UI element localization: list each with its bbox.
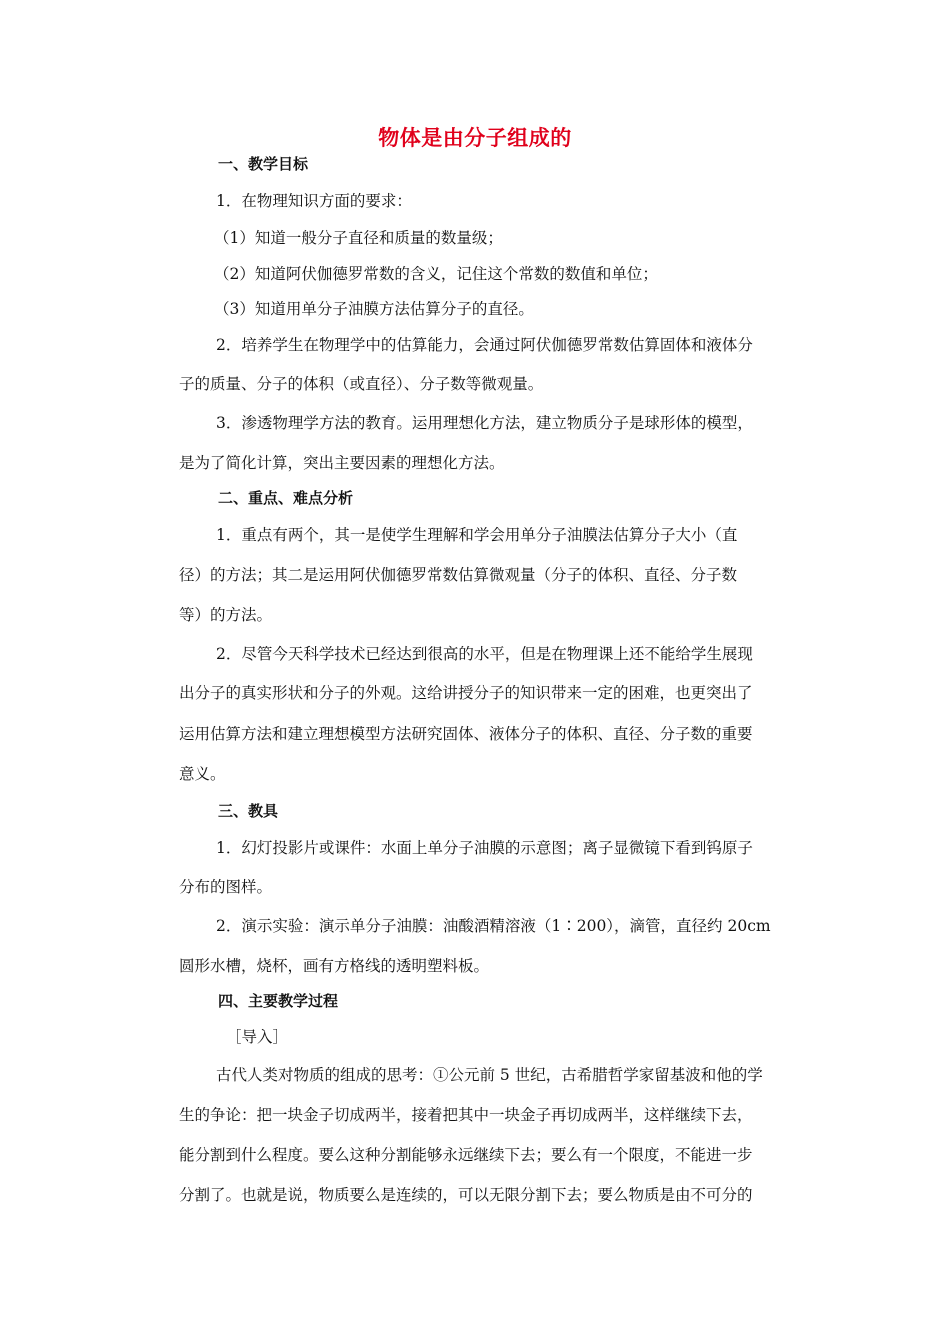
paragraph-line: 能分割到什么程度。要么这种分割能够永远继续下去；要么有一个限度，不能进一步 xyxy=(179,1146,753,1164)
section-heading-process: 四、主要教学过程 xyxy=(218,992,339,1010)
paragraph-line: 2．演示实验：演示单分子油膜：油酸酒精溶液（1∶200），滴管，直径约 20cm xyxy=(216,917,771,935)
paragraph-line: 出分子的真实形状和分子的外观。这给讲授分子的知识带来一定的困难，也更突出了 xyxy=(179,684,753,702)
paragraph-line: 3．渗透物理学方法的教育。运用理想化方法，建立物质分子是球形体的模型， xyxy=(216,414,753,432)
paragraph-line: 生的争论：把一块金子切成两半，接着把其中一块金子再切成两半，这样继续下去， xyxy=(179,1106,753,1124)
paragraph-line: 1．幻灯投影片或课件：水面上单分子油膜的示意图；离子显微镜下看到钨原子 xyxy=(216,839,753,857)
paragraph-line: 2．培养学生在物理学中的估算能力，会通过阿伏伽德罗常数估算固体和液体分 xyxy=(216,336,753,354)
section-heading-teaching-aids: 三、教具 xyxy=(218,802,279,820)
paragraph-line: 径）的方法；其二是运用阿伏伽德罗常数估算微观量（分子的体积、直径、分子数 xyxy=(179,566,738,584)
paragraph-line: 2．尽管今天科学技术已经达到很高的水平，但是在物理课上还不能给学生展现 xyxy=(216,645,753,663)
paragraph-line: 意义。 xyxy=(179,765,226,783)
paragraph-line: 分布的图样。 xyxy=(179,878,273,896)
paragraph-line: （1）知道一般分子直径和质量的数量级； xyxy=(214,229,503,247)
subheading-intro: ［导入］ xyxy=(226,1028,289,1046)
section-heading-objectives: 一、教学目标 xyxy=(218,155,309,173)
paragraph-line: 子的质量、分子的体积（或直径）、分子数等微观量。 xyxy=(179,375,544,393)
paragraph-line: 是为了简化计算，突出主要因素的理想化方法。 xyxy=(179,454,505,472)
paragraph-line: 1．重点有两个，其一是使学生理解和学会用单分子油膜法估算分子大小（直 xyxy=(216,526,738,544)
paragraph-line: 分割了。也就是说，物质要么是连续的，可以无限分割下去；要么物质是由不可分的 xyxy=(179,1186,753,1204)
paragraph-line: （2）知道阿伏伽德罗常数的含义，记住这个常数的数值和单位； xyxy=(214,265,658,283)
paragraph-line: 1．在物理知识方面的要求： xyxy=(216,192,412,210)
paragraph-line: （3）知道用单分子油膜方法估算分子的直径。 xyxy=(214,300,534,318)
page-title: 物体是由分子组成的 xyxy=(378,126,572,150)
paragraph-line: 等）的方法。 xyxy=(179,606,273,624)
paragraph-line: 古代人类对物质的组成的思考：①公元前 5 世纪，古希腊哲学家留基波和他的学 xyxy=(216,1066,763,1084)
section-heading-key-points: 二、重点、难点分析 xyxy=(218,489,354,507)
paragraph-line: 圆形水槽，烧杯，画有方格线的透明塑料板。 xyxy=(179,957,490,975)
paragraph-line: 运用估算方法和建立理想模型方法研究固体、液体分子的体积、直径、分子数的重要 xyxy=(179,725,753,743)
